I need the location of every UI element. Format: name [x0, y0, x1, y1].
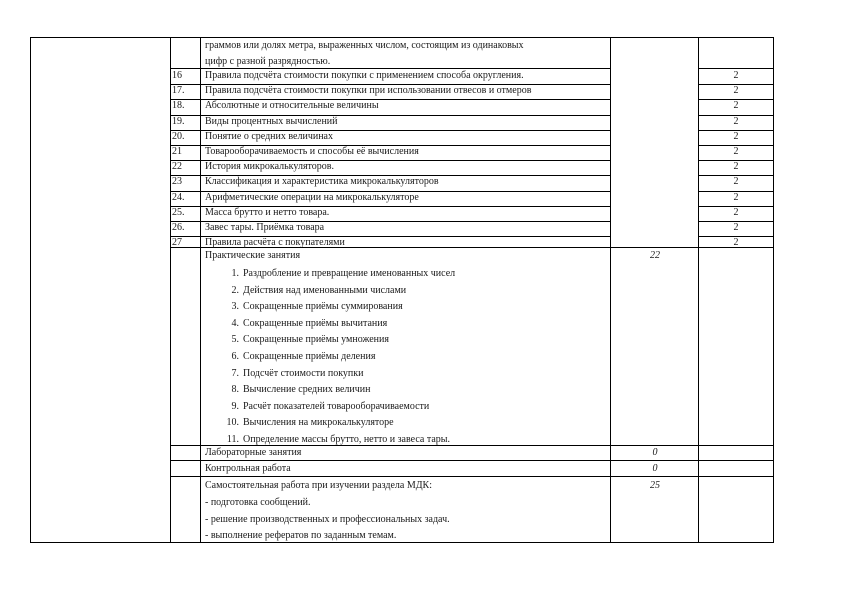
- border-left: [30, 37, 31, 543]
- topic-hours: 2: [733, 222, 739, 233]
- topic-title: Виды процентных вычислений: [205, 116, 338, 127]
- topic-hours: 2: [733, 116, 739, 127]
- practical-item-text: Действия над именованными числами: [243, 285, 407, 296]
- practical-item-text: Определение массы брутто, нетто и завеса тары.: [243, 434, 450, 445]
- practical-item-number: 6.: [231, 351, 239, 362]
- practical-item-text: Расчёт показателей товарооборачиваемости: [243, 401, 430, 412]
- practical-item-number: 5.: [231, 334, 239, 345]
- col-divider-2: [200, 37, 201, 543]
- topic-hours: 2: [733, 131, 739, 142]
- topic-hours: 2: [733, 70, 739, 81]
- practical-item: [223, 434, 450, 446]
- practical-item-number: 7.: [231, 368, 239, 379]
- practical-item-text: Сокращенные приёмы вычитания: [243, 318, 388, 329]
- self-study-item: - выполнение рефератов по заданным темам.: [205, 530, 397, 541]
- practical-item-number: 10.: [226, 417, 239, 428]
- lab-hours: 0: [652, 447, 658, 458]
- topic-number: 22: [172, 161, 182, 172]
- practical-hours: 22: [650, 250, 660, 261]
- topic-number: 25.: [172, 207, 185, 218]
- practical-item-number: 3.: [231, 301, 239, 312]
- practical-item-number: 2.: [231, 285, 239, 296]
- topic-hours: 2: [733, 237, 739, 248]
- topic-number: 26.: [172, 222, 185, 233]
- topic-title: Правила расчёта с покупателями: [205, 237, 345, 248]
- topic-number: 24.: [172, 192, 185, 203]
- control-label: Контрольная работа: [205, 463, 291, 474]
- practical-item: [223, 334, 389, 346]
- practical-heading: Практические занятия: [205, 250, 301, 261]
- practical-item-text: Вычисление средних величин: [243, 384, 371, 395]
- practical-item: [223, 368, 364, 380]
- self-study-item: - подготовка сообщений.: [205, 497, 311, 508]
- practical-item-text: Сокращенные приёмы умножения: [243, 334, 389, 345]
- topic-number: 23: [172, 176, 182, 187]
- topic-hours: 2: [733, 100, 739, 111]
- topic-title: Арифметические операции на микрокалькуляторе: [205, 192, 419, 203]
- border-bottom: [30, 542, 774, 543]
- practical-item-number: 11.: [226, 434, 239, 445]
- topic-title: История микрокалькуляторов.: [205, 161, 334, 172]
- practical-item: [223, 301, 403, 313]
- practical-item-text: Раздробление и превращение именованных чисел: [243, 268, 456, 279]
- practical-item-number: 9.: [231, 401, 239, 412]
- row-line: [698, 68, 774, 69]
- topic-hours: 2: [733, 85, 739, 96]
- practical-item: [223, 417, 394, 429]
- practical-item-text: Вычисления на микрокалькуляторе: [243, 417, 394, 428]
- border-right: [773, 37, 774, 543]
- topic-title: Завес тары. Приёмка товара: [205, 222, 325, 233]
- self-study-item: - решение производственных и профессиональных задач.: [205, 514, 450, 525]
- topic-number: 21: [172, 146, 182, 157]
- row-line: [170, 68, 611, 69]
- topic-hours: 2: [733, 146, 739, 157]
- practical-item: [223, 318, 387, 330]
- border-top: [30, 37, 774, 38]
- practical-item-number: 1.: [231, 268, 239, 279]
- practical-item-text: Сокращенные приёмы деления: [243, 351, 376, 362]
- lab-label: Лабораторные занятия: [205, 447, 302, 458]
- topic-hours: 2: [733, 192, 739, 203]
- topic-number: 18.: [172, 100, 185, 111]
- control-hours: 0: [652, 463, 658, 474]
- sep-self-top: [170, 476, 774, 477]
- practical-item-text: Сокращенные приёмы суммирования: [243, 301, 403, 312]
- practical-item-number: 8.: [231, 384, 239, 395]
- practical-item: [223, 384, 371, 396]
- topic-hours: 2: [733, 161, 739, 172]
- topic-number: 17.: [172, 85, 185, 96]
- practical-item: [223, 401, 429, 413]
- topic-number: 20.: [172, 131, 185, 142]
- practical-item: [223, 268, 455, 280]
- practical-item-text: Подсчёт стоимости покупки: [243, 368, 364, 379]
- sep-control-top: [170, 460, 774, 461]
- topic-number: 19.: [172, 116, 185, 127]
- practical-item: [223, 351, 375, 363]
- continued-line-1: граммов или долях метра, выраженных числом, состоящим из одинаковых: [205, 40, 524, 51]
- topic-number: 16: [172, 70, 182, 81]
- topic-title: Правила подсчёта стоимости покупки при использовании отвесов и отмеров: [205, 85, 532, 96]
- practical-item: [223, 285, 406, 297]
- self-study-hours: 25: [650, 480, 660, 491]
- topic-number: 27: [172, 237, 182, 248]
- topic-title: Классификация и характеристика микрокалькуляторов: [205, 176, 439, 187]
- topic-title: Товарооборачиваемость и способы её вычисления: [205, 146, 419, 157]
- topic-hours: 2: [733, 207, 739, 218]
- continued-line-2: цифр с разной разрядностью.: [205, 56, 331, 67]
- topic-title: Правила подсчёта стоимости покупки с применением способа округления.: [205, 70, 524, 81]
- self-study-label: Самостоятельная работа при изучении раздела МДК:: [205, 480, 432, 491]
- topic-hours: 2: [733, 176, 739, 187]
- practical-item-number: 4.: [231, 318, 239, 329]
- topic-title: Абсолютные и относительные величины: [205, 100, 379, 111]
- topic-title: Масса брутто и нетто товара.: [205, 207, 330, 218]
- topic-title: Понятие о средних величинах: [205, 131, 333, 142]
- col-divider-1: [170, 37, 171, 543]
